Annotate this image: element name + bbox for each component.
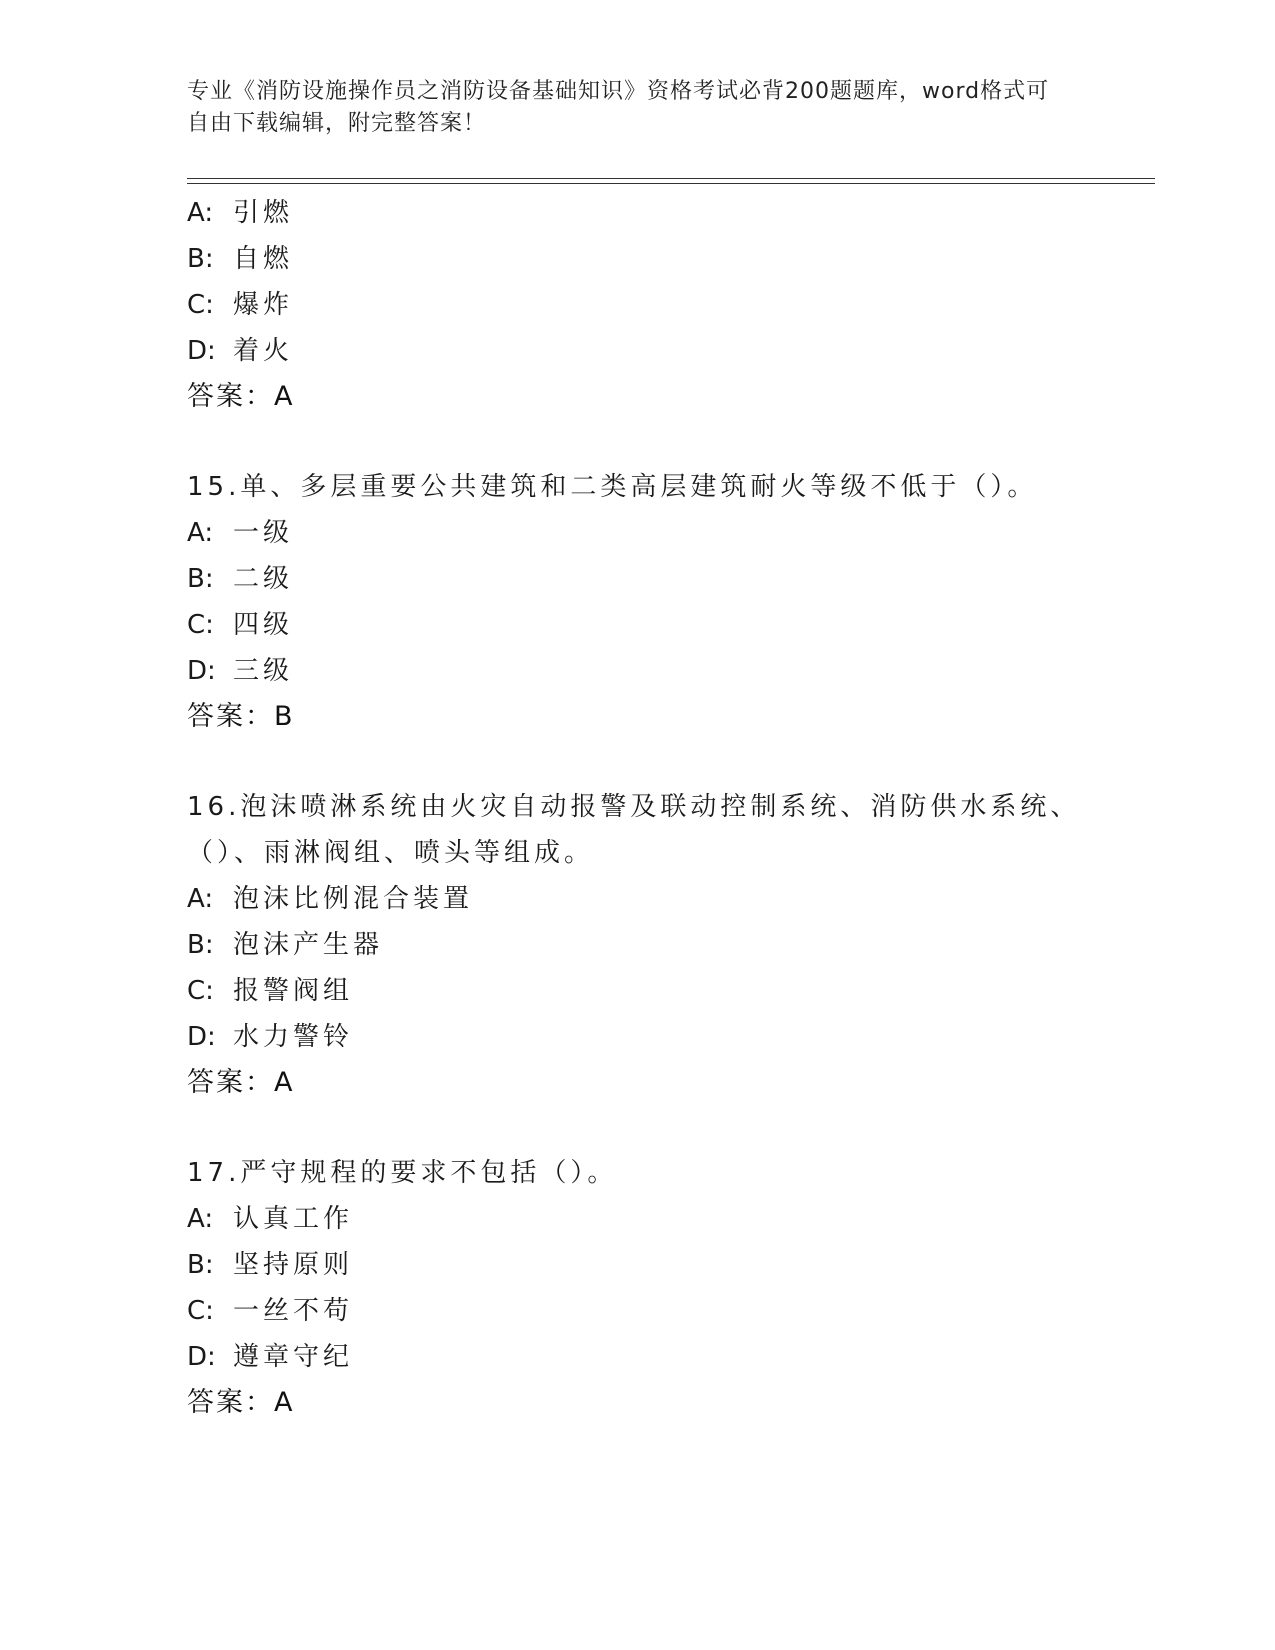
option-text: 水力警铃 xyxy=(233,1022,354,1052)
option-letter: C: xyxy=(187,1296,214,1326)
spacer xyxy=(187,420,1087,464)
question-stem: 16.泡沫喷淋系统由火灾自动报警及联动控制系统、消防供水系统、（）、雨淋阀组、喷头等组成。 xyxy=(187,792,1081,868)
option-c xyxy=(187,602,1087,648)
document-header: 专业《消防设施操作员之消防设备基础知识》资格考试必背200题题库，word格式可自由下载编辑，附完整答案！ xyxy=(187,79,1050,136)
question-block xyxy=(187,464,1087,740)
option-text: 遵章守纪 xyxy=(233,1342,354,1372)
option-letter: A: xyxy=(187,1204,214,1234)
option-letter: C: xyxy=(187,290,214,320)
option-text: 泡沫产生器 xyxy=(233,930,384,960)
option-b xyxy=(187,556,1087,602)
option-letter: B: xyxy=(187,930,214,960)
option-a xyxy=(187,190,1087,236)
spacer xyxy=(187,740,1087,784)
header-divider xyxy=(187,178,1155,179)
option-d xyxy=(187,1014,1087,1060)
question-block xyxy=(187,1150,1087,1426)
option-letter: B: xyxy=(187,1250,214,1280)
option-d xyxy=(187,1334,1087,1380)
option-c xyxy=(187,1288,1087,1334)
question-stem: 17.严守规程的要求不包括（）。 xyxy=(187,1158,618,1188)
option-letter: C: xyxy=(187,610,214,640)
option-a xyxy=(187,1196,1087,1242)
option-b xyxy=(187,1242,1087,1288)
option-letter: A: xyxy=(187,518,214,548)
option-text: 泡沫比例混合装置 xyxy=(233,884,474,914)
option-text: 三级 xyxy=(233,656,294,686)
answer-line: 答案：A xyxy=(187,1387,295,1418)
spacer xyxy=(187,1106,1087,1150)
answer-line: 答案：A xyxy=(187,1067,295,1098)
option-a xyxy=(187,510,1087,556)
option-letter: A: xyxy=(187,884,214,914)
option-c xyxy=(187,282,1087,328)
option-letter: B: xyxy=(187,244,214,274)
question-block xyxy=(187,784,1087,1106)
option-text: 二级 xyxy=(233,564,294,594)
header-divider-double xyxy=(187,183,1155,184)
option-b xyxy=(187,236,1087,282)
option-text: 认真工作 xyxy=(233,1204,354,1234)
option-letter: B: xyxy=(187,564,214,594)
option-text: 着火 xyxy=(233,336,294,366)
question-block xyxy=(187,190,1087,420)
option-letter: D: xyxy=(187,336,216,366)
option-b xyxy=(187,922,1087,968)
option-c xyxy=(187,968,1087,1014)
answer-line: 答案：B xyxy=(187,701,295,732)
option-letter: D: xyxy=(187,1342,216,1372)
option-text: 四级 xyxy=(233,610,294,640)
option-text: 一丝不苟 xyxy=(233,1296,354,1326)
option-d xyxy=(187,648,1087,694)
option-text: 一级 xyxy=(233,518,294,548)
option-text: 爆炸 xyxy=(233,290,294,320)
option-d xyxy=(187,328,1087,374)
option-text: 坚持原则 xyxy=(233,1250,354,1280)
option-letter: C: xyxy=(187,976,214,1006)
option-letter: A: xyxy=(187,198,214,228)
option-letter: D: xyxy=(187,1022,216,1052)
option-text: 引燃 xyxy=(233,198,294,228)
option-text: 报警阀组 xyxy=(233,976,354,1006)
option-text: 自燃 xyxy=(233,244,294,274)
option-letter: D: xyxy=(187,656,216,686)
question-stem: 15.单、多层重要公共建筑和二类高层建筑耐火等级不低于（）。 xyxy=(187,472,1038,502)
option-a xyxy=(187,876,1087,922)
question-list xyxy=(187,190,1087,1426)
answer-line: 答案：A xyxy=(187,381,295,412)
